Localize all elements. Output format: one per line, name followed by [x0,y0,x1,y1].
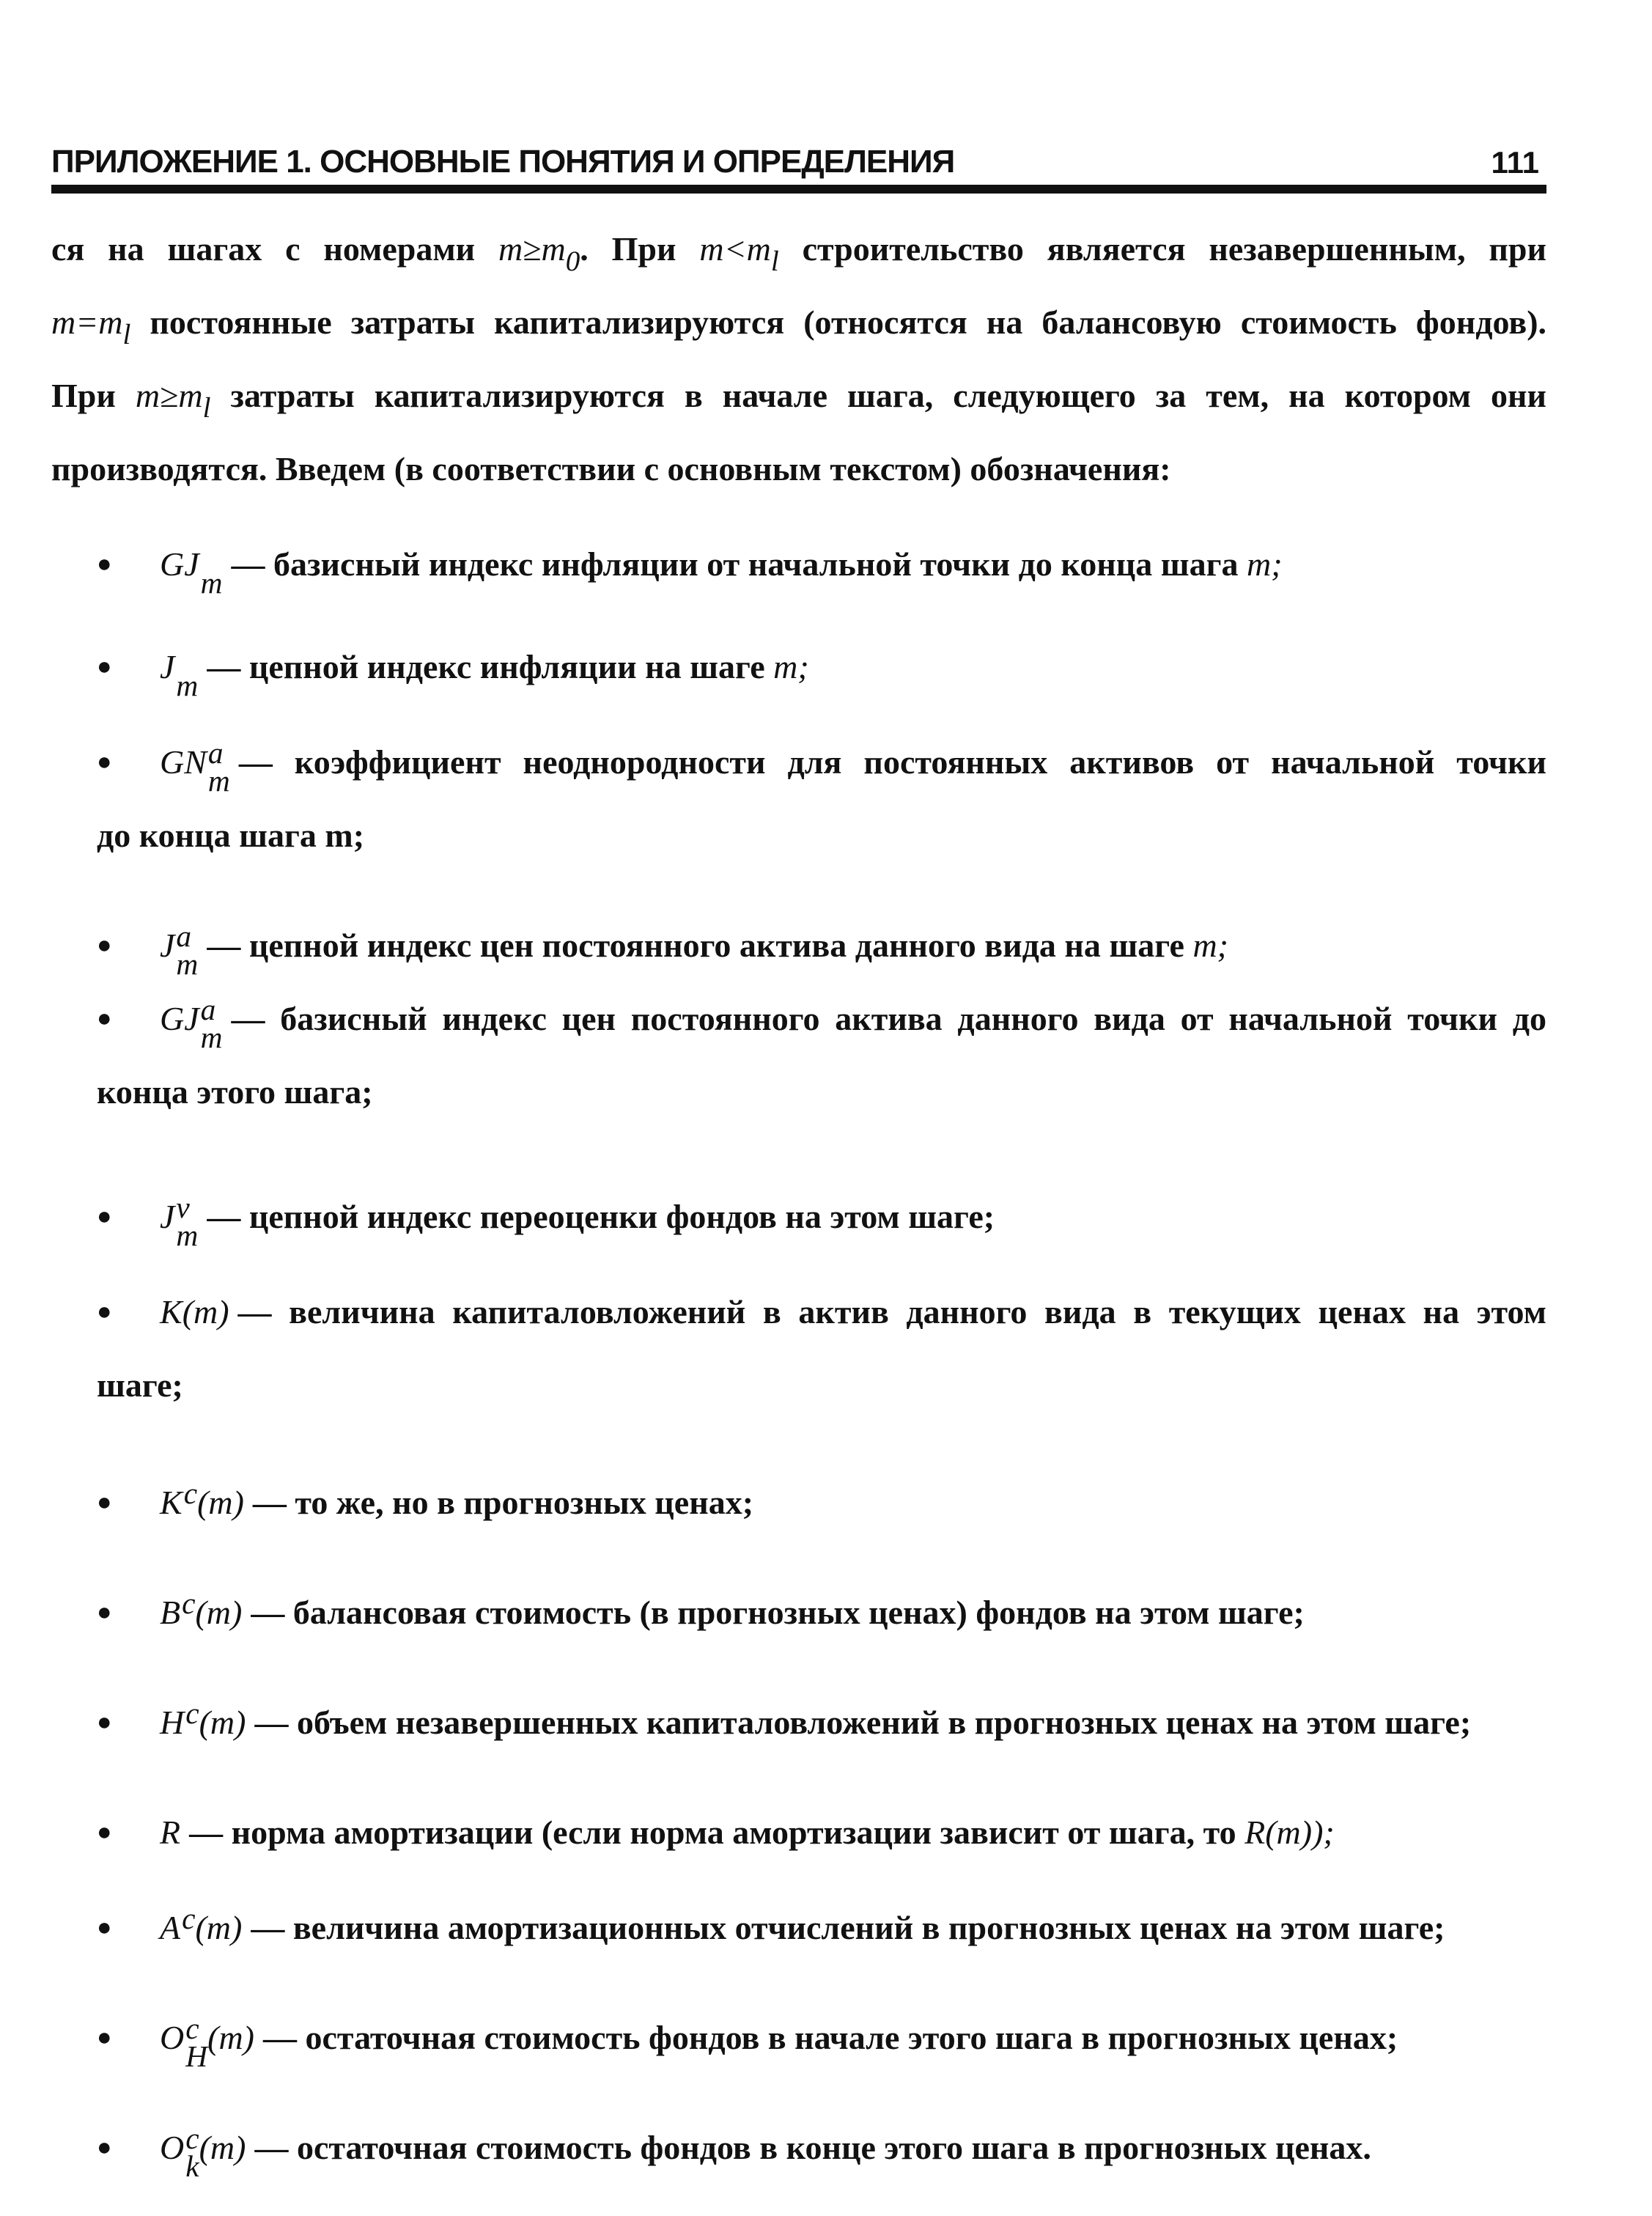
intro-text: производятся. Введем (в соответствии с основным текстом) обозначения: [51,450,1171,487]
notation-item [51,1891,1546,1965]
bullet-icon: ● [97,551,112,578]
bullet-icon: ● [97,1819,112,1846]
notation-item [51,2111,1546,2184]
notation-description: — величина амортизационных отчислений в прогнозных ценах на этом шаге; [251,1909,1445,1946]
notation-item [51,1276,1546,1422]
notation-description: — остаточная стоимость фондов в конце этого шага в прогнозных ценах. [254,2129,1371,2166]
notation-item [51,726,1546,872]
intro-paragraph [51,213,1546,506]
bullet-icon: ● [97,1489,112,1516]
notation-item [51,1796,1546,1869]
bullet-icon: ● [97,932,112,959]
notation-item [51,2001,1546,2075]
notation-symbol: R [160,1814,181,1851]
bullet-icon: ● [97,1709,112,1736]
notation-symbol: GN a m [160,736,230,798]
notation-item [51,909,1546,982]
notation-symbol: K c (m) [160,1476,244,1521]
formula: $m<m_l$ [699,230,779,277]
notation-symbol: A c (m) [160,1902,243,1946]
bullet-icon: ● [97,1599,112,1626]
page-body [51,213,1546,2184]
notation-symbol: H c (m) [160,1696,246,1741]
notation-description: — балансовая стоимость (в прогнозных ценах) фондов на этом шаге; [251,1594,1305,1631]
notation-symbol: B c (m) [160,1586,243,1631]
formula: R(m)); [1244,1814,1335,1851]
bullet-icon: ● [97,2134,112,2161]
notation-continuation: шаге; [97,1366,183,1404]
bullet-icon: ● [97,1914,112,1941]
intro-line [51,213,1546,286]
notation-description: — норма амортизации (если норма амортизации зависит от шага, то [189,1814,1236,1851]
bullet-icon: ● [97,653,112,680]
intro-line [51,286,1546,359]
notation-continuation: до конца шага m; [97,817,365,854]
notation-description: — базисный индекс цен постоянного актива данного вида от начальной точки до [231,1000,1546,1037]
notation-symbol: J v m [160,1190,199,1252]
notation-description: — цепной индекс переоценки фондов на этом шаге; [207,1198,995,1235]
notation-description: — цепной индекс цен постоянного актива данного вида на шаге [207,927,1184,964]
page-number: 111 [1491,145,1539,180]
notation-symbol: O c k (m) [160,2121,246,2183]
notation-item [51,1686,1546,1759]
formula: m; [773,648,809,685]
running-title: ПРИЛОЖЕНИЕ 1. ОСНОВНЫЕ ПОНЯТИЯ И ОПРЕДЕЛЕНИЯ [51,144,955,180]
notation-description: — базисный индекс инфляции от начальной точки до конца шага [231,545,1239,583]
notation-symbol: O c H (m) [160,2011,254,2073]
notation-item [51,528,1546,601]
notation-item [51,1466,1546,1539]
notation-symbol: GJ a m [160,993,223,1054]
notation-description: — величина капиталовложений в актив данного вида в текущих ценах на этом [237,1293,1546,1330]
bullet-icon: ● [97,1005,112,1032]
notation-symbol: K(m) [160,1293,229,1330]
intro-text: строительство является незавершенным, при [802,230,1547,268]
formula: m; [1247,545,1283,583]
notation-description: — коэффициент неоднородности для постоянных активов от начальной точки [238,743,1546,781]
notation-description: — то же, но в прогнозных ценах; [252,1484,754,1521]
formula: $m\ge m_0$ [498,230,580,277]
formula: m; [1192,927,1228,964]
notation-symbol: J m [160,648,199,702]
intro-text: ся на шагах с номерами [51,230,476,268]
bullet-icon: ● [97,2024,112,2051]
notation-item [51,982,1546,1129]
notation-continuation: конца этого шага; [97,1073,373,1111]
notation-list [51,528,1546,2184]
formula: $m\ge m_l$ [135,377,211,424]
formula: $m=m_l$ [51,303,131,350]
page-header [51,144,1546,180]
notation-item [51,1180,1546,1254]
intro-line [51,432,1546,506]
notation-symbol: J a m [160,919,199,981]
bullet-icon: ● [97,1203,112,1230]
intro-text: постоянные затраты капитализируются (относятся на балансовую стоимость фондов). [150,303,1547,341]
header-rule [51,185,1546,194]
notation-item [51,630,1546,704]
notation-item [51,1576,1546,1649]
notation-symbol: GJ m [160,545,223,600]
bullet-icon: ● [97,1298,112,1325]
intro-text: затраты капитализируются в начале шага, следующего за тем, на котором они [230,377,1547,414]
intro-text: При [51,377,116,414]
notation-description: — остаточная стоимость фондов в начале этого шага в прогнозных ценах; [263,2019,1398,2056]
notation-description: — цепной индекс инфляции на шаге [207,648,765,685]
bullet-icon: ● [97,748,112,776]
notation-description: — объем незавершенных капиталовложений в прогнозных ценах на этом шаге; [254,1704,1472,1741]
intro-text: . При [580,230,676,268]
intro-line [51,359,1546,432]
